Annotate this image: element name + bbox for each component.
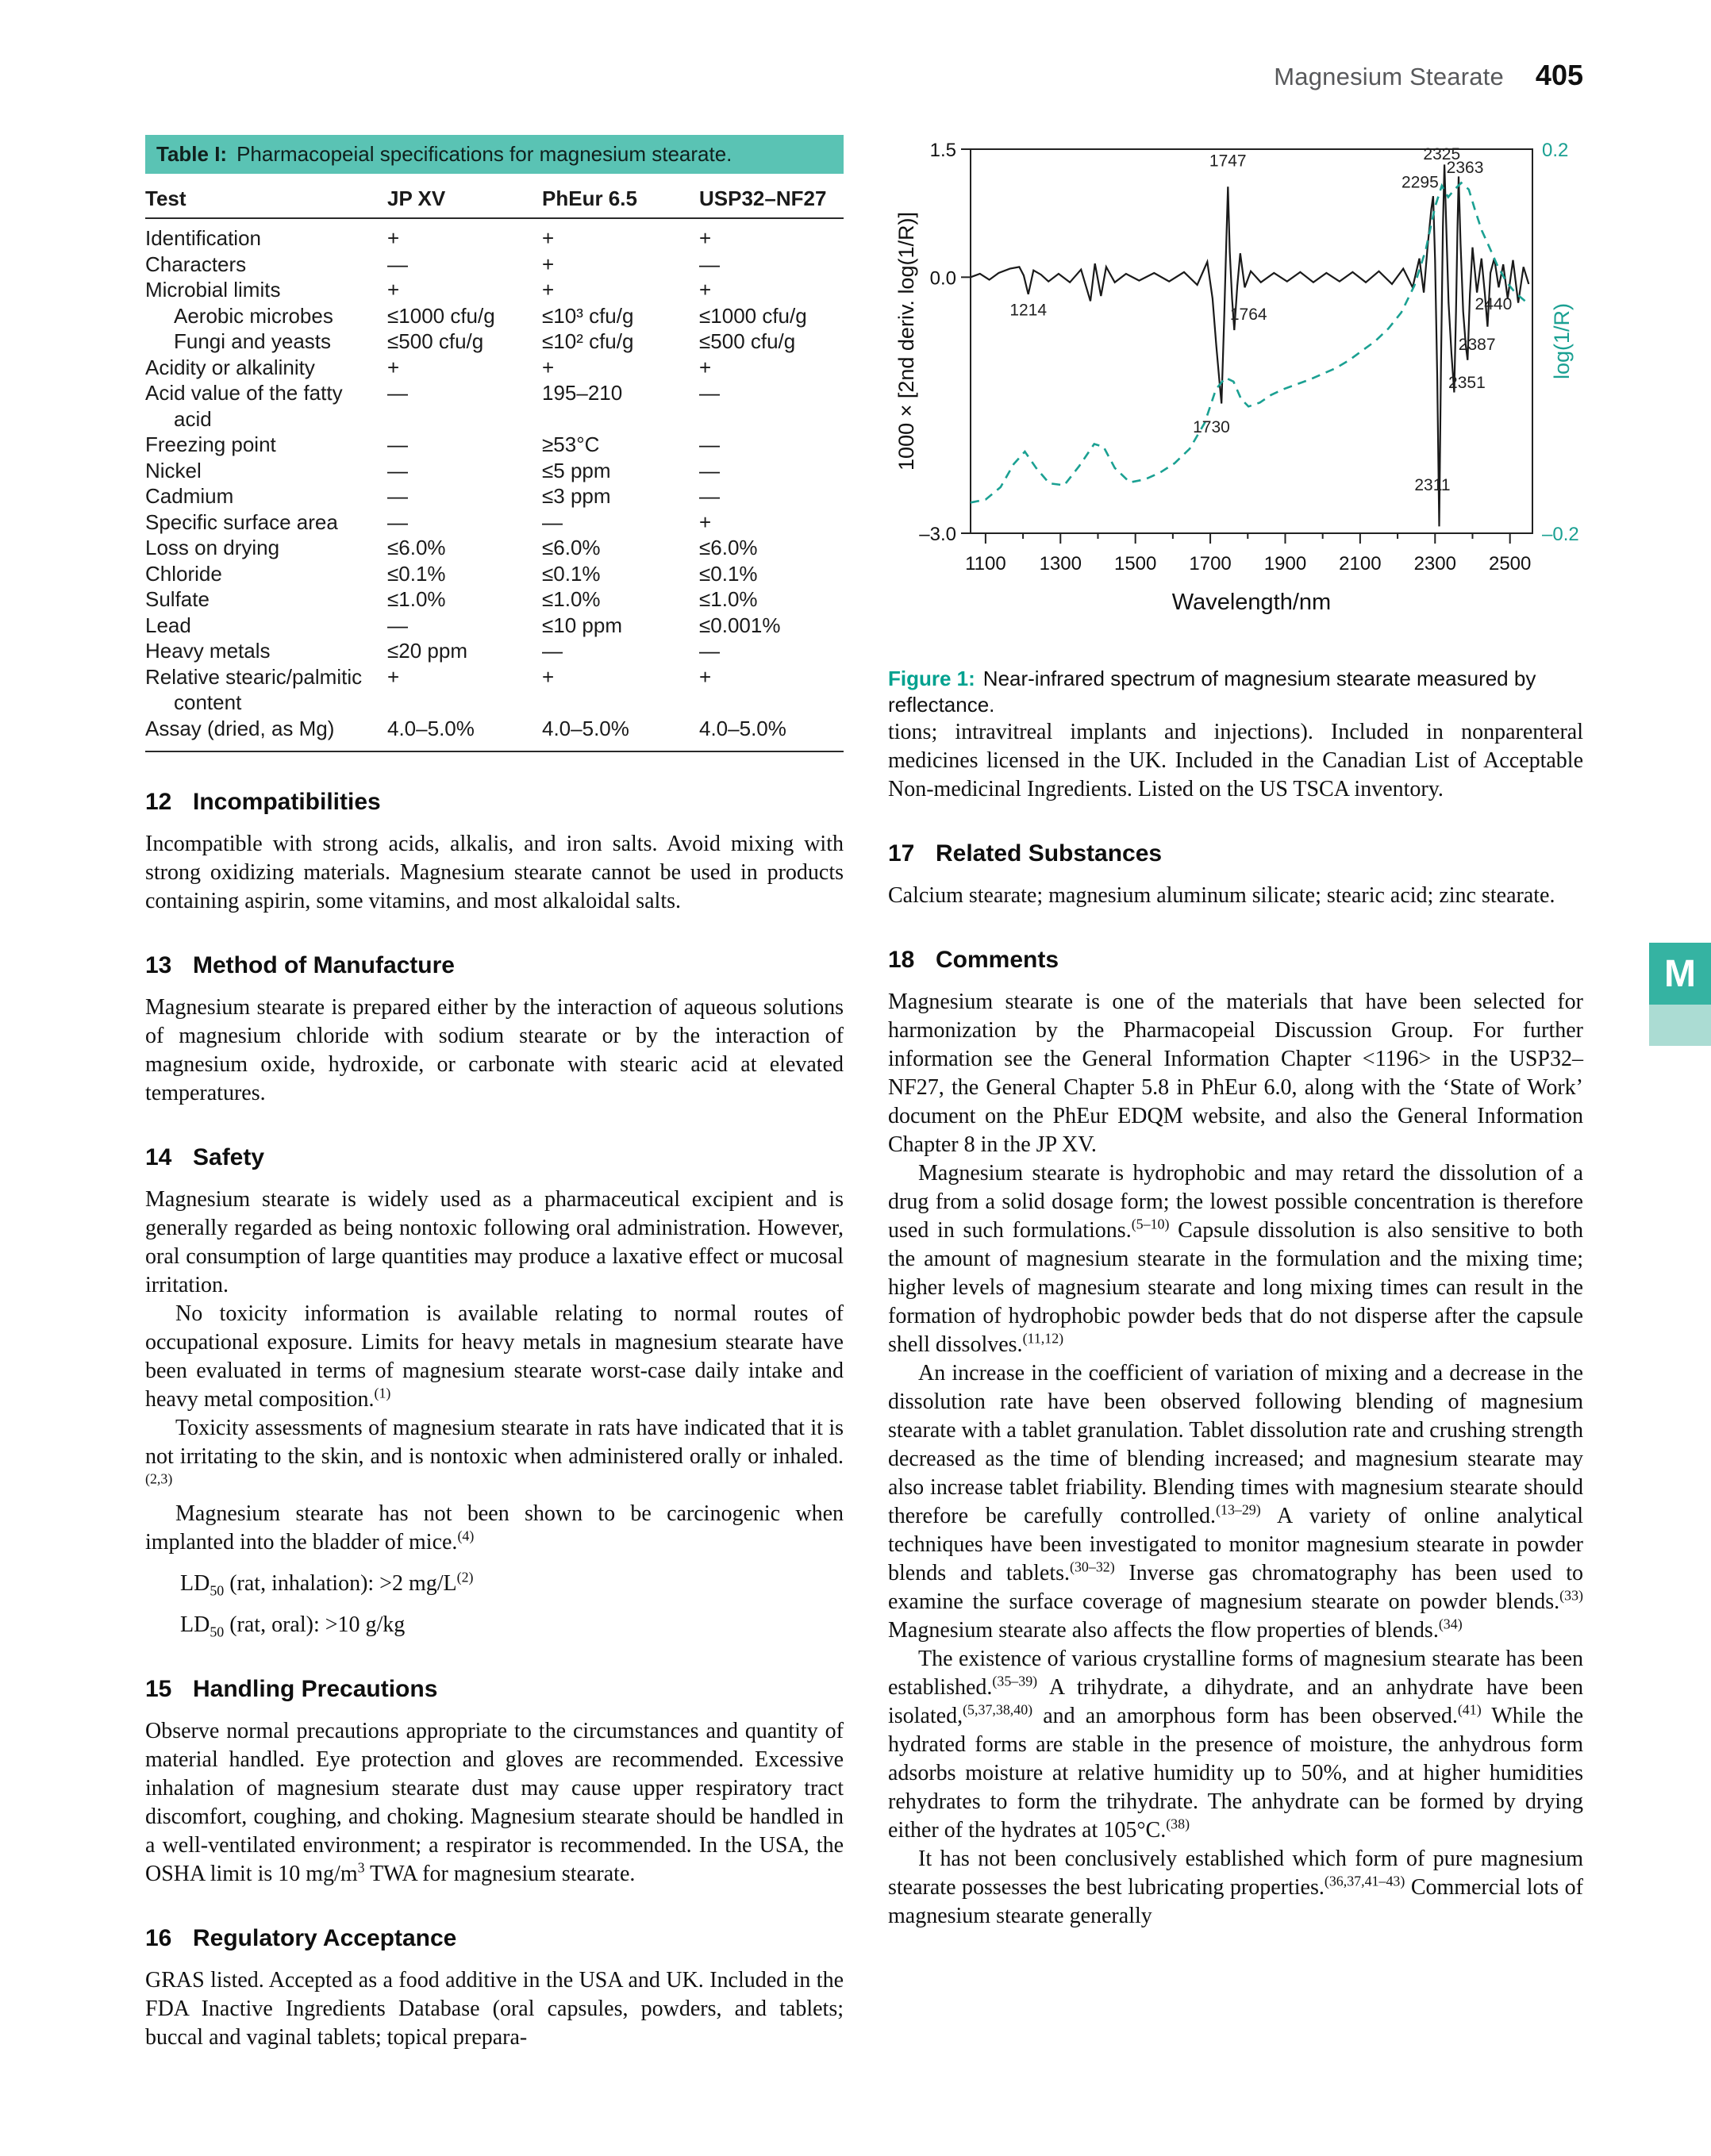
- section-heading: [145, 1676, 844, 1703]
- section-number: 17: [888, 840, 915, 867]
- spec-value: ≤10 ppm: [542, 613, 622, 637]
- spec-value: —: [542, 639, 563, 663]
- section-number: 12: [145, 789, 172, 815]
- section-title: Incompatibilities: [193, 789, 381, 815]
- table-row: [145, 303, 844, 329]
- left-sections: [145, 789, 844, 2052]
- test-name: Relative stearic/palmitic: [145, 664, 363, 689]
- section-heading: [145, 1925, 844, 1952]
- section-16: [145, 1925, 844, 2052]
- ld50-line: $LD_{50}$ (rat, inhalation): >2 $mg/L^{(2)}$: [180, 1569, 474, 1599]
- spec-value: ≤10² cfu/g: [542, 329, 634, 353]
- spec-value: +: [542, 226, 555, 250]
- table-row: [145, 277, 844, 303]
- table-row: [145, 586, 844, 613]
- x-tick-label: 1700: [1189, 553, 1232, 575]
- ld50-line: $LD_{50}$ (rat, oral): >10 g/kg: [180, 1612, 406, 1640]
- spec-value: ≤6.0%: [699, 536, 758, 559]
- x-tick-label: 2100: [1339, 553, 1382, 575]
- spec-value: ≤1.0%: [699, 587, 758, 611]
- spec-value: —: [699, 252, 720, 276]
- section-title: Regulatory Acceptance: [193, 1925, 457, 1951]
- y-tick-label-right: 0.2: [1542, 140, 1569, 161]
- test-name: Acidity or alkalinity: [145, 355, 315, 379]
- right-sections: [888, 718, 1583, 1931]
- tab-letter: M: [1649, 943, 1711, 1005]
- spec-value: +: [542, 664, 555, 689]
- table-caption: [145, 135, 844, 174]
- section-continued: [888, 718, 1583, 804]
- content-columns: [145, 135, 1583, 2052]
- test-name: acid: [174, 406, 212, 431]
- section-title: Method of Manufacture: [193, 952, 455, 978]
- paragraph: Magnesium stearate is one of the materials that have been selected for harmonization by the Pharmacopeial Discussion Group. For further information see the General Information Chapter <1196> in the USP32–NF27, the General Chapter 5.8 in PhEur 6.0, along with the ‘State of Work’ document on the PhEur EDQM website, and also the General Information Chapter 8 in the JP XV.: [888, 990, 1583, 1157]
- spec-value: ≤5 ppm: [542, 458, 611, 482]
- section-18: [888, 947, 1583, 1931]
- section-number: 13: [145, 952, 172, 978]
- x-tick-label: 1300: [1039, 553, 1082, 575]
- test-name: Chloride: [145, 561, 222, 586]
- paragraph: Incompatible with strong acids, alkalis, and iron salts. Avoid mixing with strong oxidizing materials. Magnesium stearate cannot be used in products containing aspirin, some vitamins, and most alkaloidal salts.: [145, 832, 844, 913]
- spec-value: ≤0.1%: [387, 561, 446, 586]
- paragraph: Magnesium stearate has not been shown to be carcinogenic when implanted into the bladder of mice.$^{(4)}$: [145, 1501, 844, 1555]
- paragraph: GRAS listed. Accepted as a food additive in the USA and UK. Included in the FDA Inactive Ingredients Database (oral capsules, powders, and tablets; buccal and vaginal tablets; topical prepara-: [145, 1968, 844, 2050]
- table-header-row: [145, 174, 844, 219]
- section-number: 14: [145, 1144, 172, 1170]
- spec-value: —: [387, 613, 408, 637]
- section-title: Safety: [193, 1144, 265, 1170]
- spec-value: ≤6.0%: [387, 536, 446, 559]
- spec-value: +: [542, 252, 555, 276]
- test-name: Lead: [145, 613, 191, 637]
- table-row: [145, 329, 844, 355]
- y-tick-label-left: 0.0: [929, 267, 956, 290]
- section-12: [145, 789, 844, 916]
- spec-value: 4.0–5.0%: [387, 716, 475, 740]
- table-row: [145, 458, 844, 484]
- table-row: [145, 509, 844, 536]
- spec-value: ≤10³ cfu/g: [542, 303, 634, 328]
- spec-value: ≤1.0%: [542, 587, 601, 611]
- x-tick-label: 2500: [1488, 553, 1532, 575]
- test-name: Identification: [145, 226, 261, 250]
- paragraph: Magnesium stearate is prepared either by the interaction of aqueous solutions of magnesium chloride with sodium stearate or by the interaction of magnesium oxide, hydroxide, or carbonate with stearic acid at elevated temperatures.: [145, 995, 844, 1105]
- spec-value: ≤0.001%: [699, 613, 781, 637]
- spec-value: 4.0–5.0%: [542, 716, 629, 740]
- running-head: Magnesium Stearate: [1274, 63, 1504, 90]
- spec-value: —: [387, 509, 408, 534]
- test-name: Specific surface area: [145, 509, 338, 534]
- paragraph: Observe normal precautions appropriate to the circumstances and quantity of material handled. Eye protection and gloves are recommended. Excessive inhalation of magnesium stearate dust may cause upper respiratory tract discomfort, coughing, and choking. Magnesium stearate should be handled in a well-ventilated environment; a respirator is recommended. In the USA, the OSHA limit is 10 $mg/m^3$ TWA for magnesium stearate.: [145, 1719, 844, 1886]
- spec-value: [699, 690, 844, 716]
- table-caption-label: Table I:: [156, 142, 228, 166]
- table-row: [145, 535, 844, 561]
- paragraph: Magnesium stearate is widely used as a pharmaceutical excipient and is generally regarded as being nontoxic following oral administration. However, oral consumption of large quantities may produce a laxative effect or mucosal irritation.: [145, 1187, 844, 1297]
- test-name: Freezing point: [145, 432, 276, 456]
- spec-value: [699, 406, 844, 432]
- peak-label: 1747: [1209, 152, 1247, 171]
- right-column: [888, 135, 1583, 1931]
- spec-value: +: [387, 664, 400, 689]
- test-name: Heavy metals: [145, 639, 271, 663]
- y-tick-label-left: –3.0: [919, 524, 956, 545]
- table-row: [145, 690, 844, 716]
- spec-value: —: [699, 458, 720, 482]
- peak-label: 2363: [1446, 159, 1484, 178]
- test-name: Assay (dried, as Mg): [145, 716, 335, 740]
- peak-label: 2311: [1414, 476, 1451, 495]
- spec-value: —: [699, 432, 720, 456]
- paragraph: The existence of various crystalline forms of magnesium stearate has been established.$^{(35-39)}$ A trihydrate, a dihydrate, and an anhydrate have been isolated,$^{(5,37,38,40)}$ and an amorphous form has been observed.$^{(41)}$ While the hydrated forms are stable in the presence of moisture, the anhydrous form adsorbs moisture at relative humidity up to 50%, and at higher humidities rehydrates to form the trihydrate. The anhydrate can be formed by drying either of the hydrates at 105°C.$^{(38)}$: [888, 1647, 1583, 1843]
- spec-value: +: [542, 355, 555, 379]
- section-title: Handling Precautions: [193, 1676, 438, 1702]
- spec-value: ≤3 ppm: [542, 484, 611, 508]
- x-axis-label: Wavelength/nm: [1171, 590, 1332, 615]
- peak-label: 2325: [1423, 144, 1461, 163]
- spec-value: +: [387, 355, 400, 379]
- peak-label: 1214: [1009, 301, 1048, 320]
- paragraph: tions; intravitreal implants and injections). Included in nonparenteral medicines licensed in the UK. Included in the Canadian List of Acceptable Non-medicinal Ingredients. Listed on the US TSCA inventory.: [888, 720, 1583, 801]
- peak-label: 2440: [1475, 295, 1513, 314]
- paragraph: Toxicity assessments of magnesium stearate in rats have indicated that it is not irritating to the skin, and is nontoxic when administered orally or inhaled.$^{(2,3)}$: [145, 1416, 844, 1487]
- section-heading: [145, 1144, 844, 1171]
- spec-value: ≤1000 cfu/g: [699, 303, 807, 328]
- peak-label: 2295: [1401, 173, 1439, 192]
- spec-value: +: [699, 664, 712, 689]
- y-axis-label-right: log(1/R): [1550, 302, 1574, 380]
- table-row: [145, 664, 844, 690]
- section-heading: [888, 947, 1583, 974]
- table-row: [145, 406, 844, 432]
- figure-1: [888, 135, 1583, 718]
- test-name: content: [174, 690, 242, 714]
- section-number: 18: [888, 947, 915, 973]
- peak-label: 2351: [1448, 374, 1486, 393]
- table-row: [145, 225, 844, 252]
- paragraph: It has not been conclusively established which form of pure magnesium stearate possesses the best lubricating properties.$^{(36,37,41-43)}$ Commercial lots of magnesium stearate generally: [888, 1847, 1583, 1928]
- tab-accent-bar: [1649, 1005, 1711, 1046]
- table-row: [145, 355, 844, 381]
- section-number: 16: [145, 1925, 172, 1951]
- spec-value: —: [699, 639, 720, 663]
- spec-value: +: [387, 226, 400, 250]
- spec-value: ≤500 cfu/g: [387, 329, 484, 353]
- paragraph: Magnesium stearate is hydrophobic and may retard the dissolution of a drug from a solid dosage form; the lowest possible concentration is therefore used in such formulations.$^{(5-10)}$ Capsule dissolution is also sensitive to both the amount of magnesium stearate in the formulation and the mixing time; higher levels of magnesium stearate and long mixing times can result in the formation of hydrophobic powder beds that do not disperse after the capsule shell dissolves.$^{(11,12)}$: [888, 1161, 1583, 1357]
- spec-value: [542, 690, 699, 716]
- spec-value: [542, 406, 699, 432]
- table-row: [145, 716, 844, 742]
- x-tick-label: 1100: [965, 553, 1006, 575]
- y-tick-label-right: –0.2: [1542, 524, 1579, 545]
- section-14: [145, 1144, 844, 1639]
- spec-value: —: [699, 381, 720, 405]
- spec-value: ≤1.0%: [387, 587, 446, 611]
- spec-value: ≤0.1%: [542, 561, 601, 586]
- figure-caption: [888, 666, 1583, 718]
- peak-label: 1764: [1229, 306, 1267, 325]
- section-heading: [145, 952, 844, 979]
- spec-value: +: [699, 278, 712, 302]
- peak-label: 2387: [1458, 335, 1496, 354]
- page-header: [1274, 59, 1583, 92]
- spec-value: —: [542, 509, 563, 534]
- paragraph: Calcium stearate; magnesium aluminum silicate; stearic acid; zinc stearate.: [888, 883, 1555, 908]
- test-name: Cadmium: [145, 484, 234, 508]
- table-row: [145, 380, 844, 406]
- y-tick-label-left: 1.5: [929, 140, 956, 161]
- section-heading: [145, 789, 844, 816]
- spec-value: ≤500 cfu/g: [699, 329, 796, 353]
- figure-caption-label: Figure 1:: [888, 667, 975, 690]
- table-row: [145, 432, 844, 458]
- x-tick-label: 2300: [1413, 553, 1456, 575]
- table-1: [145, 135, 844, 752]
- table-row: [145, 252, 844, 278]
- spec-value: 195–210: [542, 381, 623, 405]
- table-caption-text: Pharmacopeial specifications for magnesium stearate.: [236, 142, 732, 166]
- column-header: USP32–NF27: [699, 186, 827, 210]
- section-title: Related Substances: [936, 840, 1163, 867]
- section-17: [888, 840, 1583, 910]
- page-number: 405: [1535, 59, 1583, 91]
- table-row: [145, 561, 844, 587]
- spec-value: [387, 690, 542, 716]
- table-body: [145, 219, 844, 751]
- table-row: [145, 613, 844, 639]
- spec-value: +: [699, 509, 712, 534]
- second-derivative-curve: [971, 164, 1528, 526]
- test-name: Characters: [145, 252, 247, 276]
- column-header: JP XV: [387, 186, 446, 210]
- test-name: Fungi and yeasts: [174, 329, 332, 353]
- test-name: Loss on drying: [145, 536, 280, 559]
- spec-value: +: [387, 278, 400, 302]
- left-column: [145, 135, 844, 2052]
- x-tick-label: 1900: [1263, 553, 1307, 575]
- nir-spectrum-chart: [888, 135, 1583, 643]
- figure-caption-text: Near-infrared spectrum of magnesium stearate measured by reflectance.: [888, 667, 1536, 717]
- spec-value: —: [387, 432, 408, 456]
- section-number: 15: [145, 1676, 172, 1702]
- section-13: [145, 952, 844, 1108]
- alphabet-tab: [1649, 943, 1711, 1046]
- spec-value: —: [387, 381, 408, 405]
- peak-label: 1730: [1193, 418, 1230, 437]
- spec-value: —: [699, 484, 720, 508]
- spec-value: ≤6.0%: [542, 536, 601, 559]
- spec-value: [387, 406, 542, 432]
- x-tick-label: 1500: [1113, 553, 1157, 575]
- section-heading: [888, 840, 1583, 867]
- test-name: Aerobic microbes: [174, 303, 333, 328]
- table-row: [145, 483, 844, 509]
- paragraph: No toxicity information is available relating to normal routes of occupational exposure. Limits for heavy metals in magnesium stearate have been evaluated in terms of magnesium stearate worst-case daily intake and heavy metal composition.$^{(1)}$: [145, 1301, 844, 1412]
- spec-value: ≥53°C: [542, 432, 600, 456]
- section-title: Comments: [936, 947, 1059, 973]
- spec-value: +: [699, 226, 712, 250]
- spec-value: —: [387, 252, 408, 276]
- column-header: PhEur 6.5: [542, 186, 637, 210]
- y-axis-label-left: 1000 × [2nd deriv. log(1/R)]: [894, 212, 918, 471]
- table-row: [145, 638, 844, 664]
- spec-value: ≤0.1%: [699, 561, 758, 586]
- spec-value: 4.0–5.0%: [699, 716, 786, 740]
- section-15: [145, 1676, 844, 1889]
- spec-value: ≤1000 cfu/g: [387, 303, 495, 328]
- column-header: Test: [145, 186, 186, 210]
- spec-value: +: [699, 355, 712, 379]
- test-name: Acid value of the fatty: [145, 381, 343, 405]
- spec-value: ≤20 ppm: [387, 639, 467, 663]
- paragraph: An increase in the coefficient of variation of mixing and a decrease in the dissolution rate have been observed following blending of magnesium stearate with a tablet granulation. Tablet dissolution rate and crushing strength decreased as the time of blending increased; and magnesium stearate may also increase tablet friability. Blending times with magnesium stearate should therefore be carefully controlled.$^{(13-29)}$ A variety of online analytical techniques have been investigated to monitor magnesium stearate in powder blends and tablets.$^{(30-32)}$ Inverse gas chromatography has been used to examine the surface coverage of magnesium stearate on powder blends.$^{(33)}$ Magnesium stearate also affects the flow properties of blends.$^{(34)}$: [888, 1361, 1584, 1643]
- test-name: Microbial limits: [145, 278, 281, 302]
- test-name: Nickel: [145, 458, 202, 482]
- test-name: Sulfate: [145, 587, 210, 611]
- spec-value: +: [542, 278, 555, 302]
- spec-value: —: [387, 484, 408, 508]
- spec-value: —: [387, 458, 408, 482]
